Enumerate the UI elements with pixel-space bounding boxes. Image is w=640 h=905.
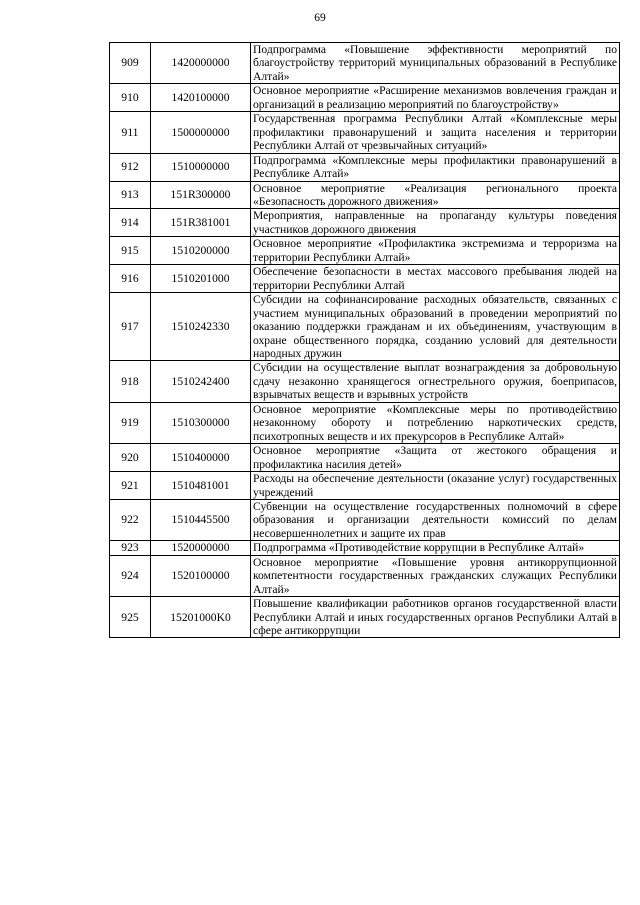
row-number-cell: 910 [110,84,151,112]
row-number-cell: 916 [110,265,151,293]
description-cell: Основное мероприятие «Расширение механизмов вовлечения граждан и организаций в реализацию мероприятий по благоустройству» [251,84,620,112]
table-row [110,153,620,181]
table-row [110,541,620,555]
table-row [110,361,620,402]
table-row [110,555,620,596]
code-cell: 1510242330 [151,293,251,361]
row-number-cell: 917 [110,293,151,361]
code-cell: 1510200000 [151,237,251,265]
row-number-cell: 924 [110,555,151,596]
code-cell: 1510000000 [151,153,251,181]
page-number: 69 [314,12,326,24]
table-row [110,181,620,209]
row-number-cell: 918 [110,361,151,402]
table-row [110,499,620,540]
description-cell: Основное мероприятие «Комплексные меры по противодействию незаконному обороту и потреблению наркотических средств, психотропных веществ и их прекурсоров в Республике Алтай» [251,402,620,443]
code-cell: 15201000K0 [151,597,251,638]
description-cell: Расходы на обеспечение деятельности (оказание услуг) государственных учреждений [251,472,620,500]
table-row [110,265,620,293]
code-cell: 1510242400 [151,361,251,402]
code-cell: 1510201000 [151,265,251,293]
row-number-cell: 922 [110,499,151,540]
code-cell: 1500000000 [151,112,251,153]
table-row [110,293,620,361]
table-row [110,597,620,638]
table-body [110,43,620,638]
code-cell: 1420100000 [151,84,251,112]
code-cell: 151R300000 [151,181,251,209]
row-number-cell: 915 [110,237,151,265]
table-row [110,112,620,153]
description-cell: Основное мероприятие «Профилактика экстремизма и терроризма на территории Республики Алтай» [251,237,620,265]
table-row [110,209,620,237]
row-number-cell: 921 [110,472,151,500]
description-cell: Основное мероприятие «Реализация регионального проекта «Безопасность дорожного движения» [251,181,620,209]
table-row [110,84,620,112]
code-cell: 1510445500 [151,499,251,540]
table-row [110,237,620,265]
code-cell: 151R381001 [151,209,251,237]
description-cell: Субсидии на софинансирование расходных обязательств, связанных с участием муниципальных образований в проведении мероприятий по оказанию поддержки гражданам и их объединениям, участвующим в охране общественного порядка, созданию условий для деятельности народных дружин [251,293,620,361]
description-cell: Повышение квалификации работников органов государственной власти Республики Алтай и иных государственных органов Республики Алтай в сфере антикоррупции [251,597,620,638]
code-cell: 1510300000 [151,402,251,443]
row-number-cell: 920 [110,444,151,472]
description-cell: Субсидии на осуществление выплат вознаграждения за добровольную сдачу незаконно хранящегося огнестрельного оружия, боеприпасов, взрывчатых веществ и взрывных устройств [251,361,620,402]
row-number-cell: 925 [110,597,151,638]
description-cell: Подпрограмма «Противодействие коррупции в Республике Алтай» [251,541,620,555]
code-cell: 1510400000 [151,444,251,472]
row-number-cell: 913 [110,181,151,209]
row-number-cell: 912 [110,153,151,181]
table-row [110,472,620,500]
row-number-cell: 911 [110,112,151,153]
table-row [110,402,620,443]
code-cell: 1420000000 [151,43,251,84]
row-number-cell: 909 [110,43,151,84]
budget-classification-table [109,42,620,638]
code-cell: 1520000000 [151,541,251,555]
code-cell: 1510481001 [151,472,251,500]
description-cell: Субвенции на осуществление государственных полномочий в сфере образования и организации деятельности комиссий по делам несовершеннолетних и защите их прав [251,499,620,540]
row-number-cell: 919 [110,402,151,443]
description-cell: Основное мероприятие «Защита от жестокого обращения и профилактика насилия детей» [251,444,620,472]
row-number-cell: 914 [110,209,151,237]
code-cell: 1520100000 [151,555,251,596]
row-number-cell: 923 [110,541,151,555]
description-cell: Мероприятия, направленные на пропаганду культуры поведения участников дорожного движения [251,209,620,237]
table-row [110,43,620,84]
description-cell: Основное мероприятие «Повышение уровня антикоррупционной компетентности государственных гражданских служащих Республики Алтай» [251,555,620,596]
description-cell: Подпрограмма «Повышение эффективности мероприятий по благоустройству территорий муниципальных образований в Республике Алтай» [251,43,620,84]
description-cell: Подпрограмма «Комплексные меры профилактики правонарушений в Республике Алтай» [251,153,620,181]
description-cell: Государственная программа Республики Алтай «Комплексные меры профилактики правонарушений и защита населения и территории Республики Алтай от чрезвычайных ситуаций» [251,112,620,153]
description-cell: Обеспечение безопасности в местах массового пребывания людей на территории Республики Алтай [251,265,620,293]
table-row [110,444,620,472]
